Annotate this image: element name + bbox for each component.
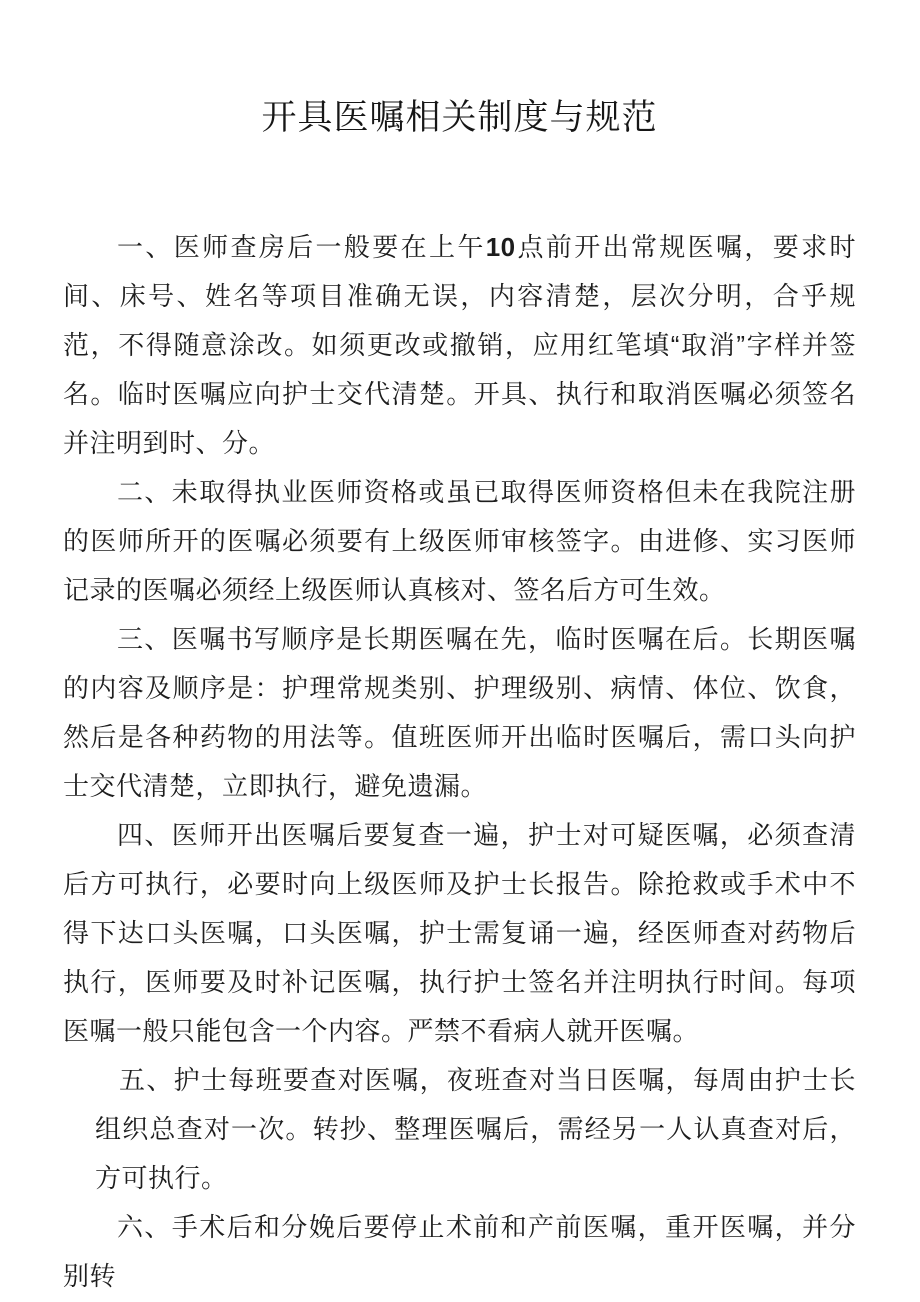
paragraph-1-text-rest: 点前开出常规医嘱，要求时间、床号、姓名等项目准确无误，内容清楚，层次分明，合乎规范，不得随意涂改。如须更改或撤销，应用红笔填“取消”字样并签名。临时医嘱应向护士交代清楚。开具、执行和取消医嘱必须签名并注明到时、分。: [63, 232, 856, 458]
paragraph-6: 六、手术后和分娩后要停止术前和产前医嘱，重开医嘱，并分别转: [63, 1212, 856, 1291]
paragraph-4: 四、医师开出医嘱后要复查一遍，护士对可疑医嘱，必须查清后方可执行，必要时向上级医师及护士长报告。除抢救或手术中不得下达口头医嘱，口头医嘱，护士需复诵一遍，经医师查对药物后执行，医师要及时补记医嘱，执行护士签名并注明执行时间。每项医嘱一般只能包含一个内容。严禁不看病人就开医嘱。: [63, 820, 856, 1046]
paragraph-1: [63, 223, 856, 468]
paragraph-1-text-start: 一、医师查房后一般要在上午: [117, 232, 486, 262]
paragraph-3: 三、医嘱书写顺序是长期医嘱在先，临时医嘱在后。长期医嘱的内容及顺序是：护理常规类别、护理级别、病情、体位、饮食，然后是各种药物的用法等。值班医师开出临时医嘱后，需口头向护士交代清楚，立即执行，避免遗漏。: [63, 624, 856, 801]
document-title: 开具医嘱相关制度与规范: [261, 98, 658, 137]
paragraph-5: 五、护士每班要查对医嘱，夜班查对当日医嘱，每周由护士长组织总查对一次。转抄、整理医嘱后，需经另一人认真查对后，方可执行。: [95, 1065, 856, 1193]
paragraph-1-bold-number: 10: [485, 232, 516, 262]
paragraph-2: 二、未取得执业医师资格或虽已取得医师资格但未在我院注册的医师所开的医嘱必须要有上级医师审核签字。由进修、实习医师记录的医嘱必须经上级医师认真核对、签名后方可生效。: [63, 477, 856, 605]
